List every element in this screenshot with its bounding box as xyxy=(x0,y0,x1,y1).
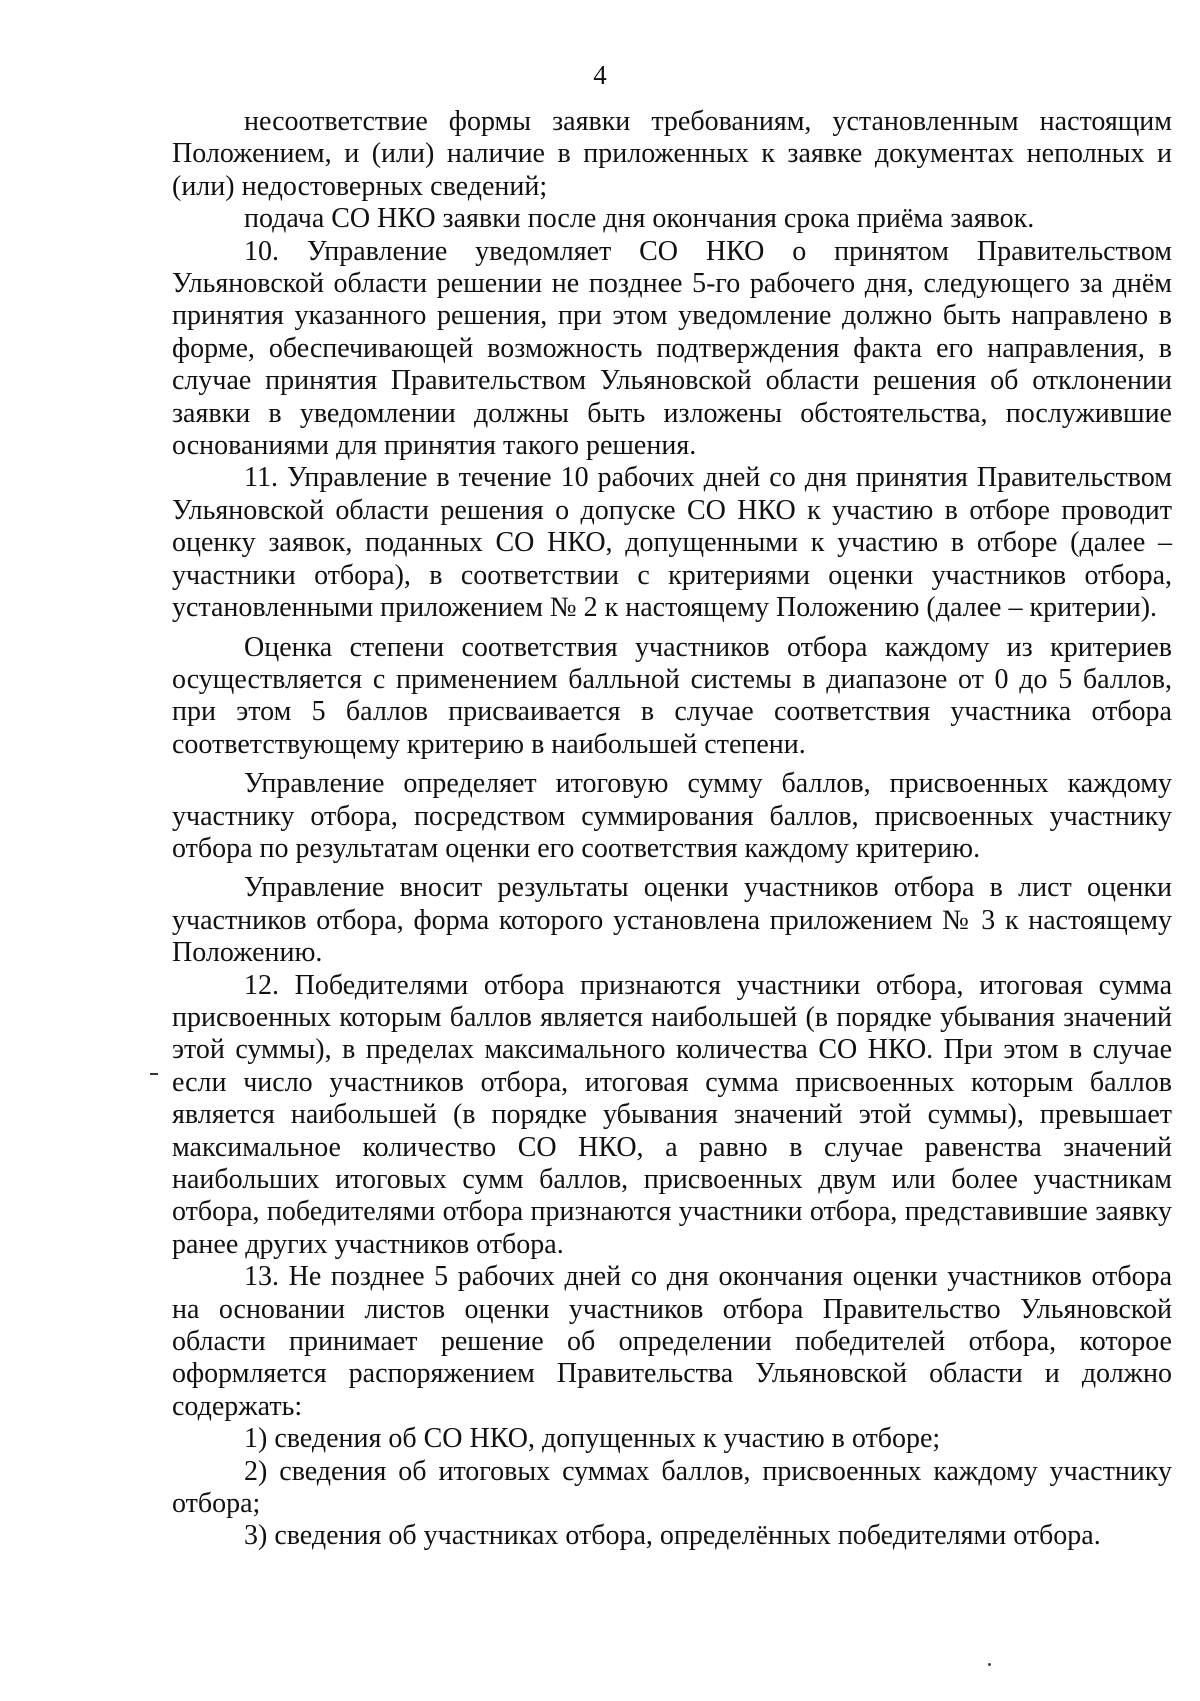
paragraph: 12. Победителями отбора признаются участники отбора, итоговая сумма присвоенных которым баллов является наибольшей (в порядке убывания значений этой суммы), в пределах максимального количества СО НКО. При этом в случае если число участников отбора, итоговая сумма присвоенных которым баллов является наибольшей (в порядке убывания значений этой суммы), превышает максимальное количество СО НКО, а равно в случае равенства значений наибольших итоговых сумм баллов, присвоенных двум или более участникам отбора, победителями отбора признаются участники отбора, представившие заявку ранее других участников отбора. xyxy=(172,969,1172,1260)
paragraph: 10. Управление уведомляет СО НКО о принятом Правительством Ульяновской области решении не позднее 5-го рабочего дня, следующего за днём принятия указанного решения, при этом уведомление должно быть направлено в форме, обеспечивающей возможность подтверждения факта его направления, в случае принятия Правительством Ульяновской области решения об отклонении заявки в уведомлении должны быть изложены обстоятельства, послужившие основаниями для принятия такого решения. xyxy=(172,235,1172,462)
document-body xyxy=(172,106,1172,1553)
scan-dot xyxy=(988,1663,991,1666)
list-item: 1) сведения об СО НКО, допущенных к участию в отборе; xyxy=(244,1423,941,1455)
page-number: 4 xyxy=(593,60,607,90)
paragraph: несоответствие формы заявки требованиям, установленным настоящим Положением, и (или) наличие в приложенных к заявке документах неполных и (или) недостоверных сведений; xyxy=(172,106,1172,202)
paragraph: Оценка степени соответствия участников отбора каждому из критериев осуществляется с применением балльной системы в диапазоне от 0 до 5 баллов, при этом 5 баллов присваивается в случае соответствия участника отбора соответствующему критерию в наибольшей степени. xyxy=(172,631,1172,760)
paragraph: Управление определяет итоговую сумму баллов, присвоенных каждому участнику отбора, посредством суммирования баллов, присвоенных участнику отбора по результатам оценки его соответствия каждому критерию. xyxy=(172,768,1172,864)
list-item: 3) сведения об участниках отбора, определённых победителями отбора. xyxy=(244,1520,1101,1552)
paragraph: подача СО НКО заявки после дня окончания срока приёма заявок. xyxy=(244,203,1035,235)
paragraph: 11. Управление в течение 10 рабочих дней со дня принятия Правительством Ульяновской области решения о допуске СО НКО к участию в отборе проводит оценку заявок, поданных СО НКО, допущенными к участию в отборе (далее – участники отбора), в соответствии с критериями оценки участников отбора, установленными приложением № 2 к настоящему Положению (далее – критерии). xyxy=(172,462,1172,624)
paragraph: Управление вносит результаты оценки участников отбора в лист оценки участников отбора, форма которого установлена приложением № 3 к настоящему Положению. xyxy=(172,872,1172,969)
list-item: 2) сведения об итоговых суммах баллов, присвоенных каждому участнику отбора; xyxy=(172,1455,1172,1520)
paragraph: 13. Не позднее 5 рабочих дней со дня окончания оценки участников отбора на основании листов оценки участников отбора Правительство Ульяновской области принимает решение об определении победителей отбора, которое оформляется распоряжением Правительства Ульяновской области и должно содержать: xyxy=(172,1261,1172,1422)
margin-scan-mark xyxy=(150,1073,158,1075)
